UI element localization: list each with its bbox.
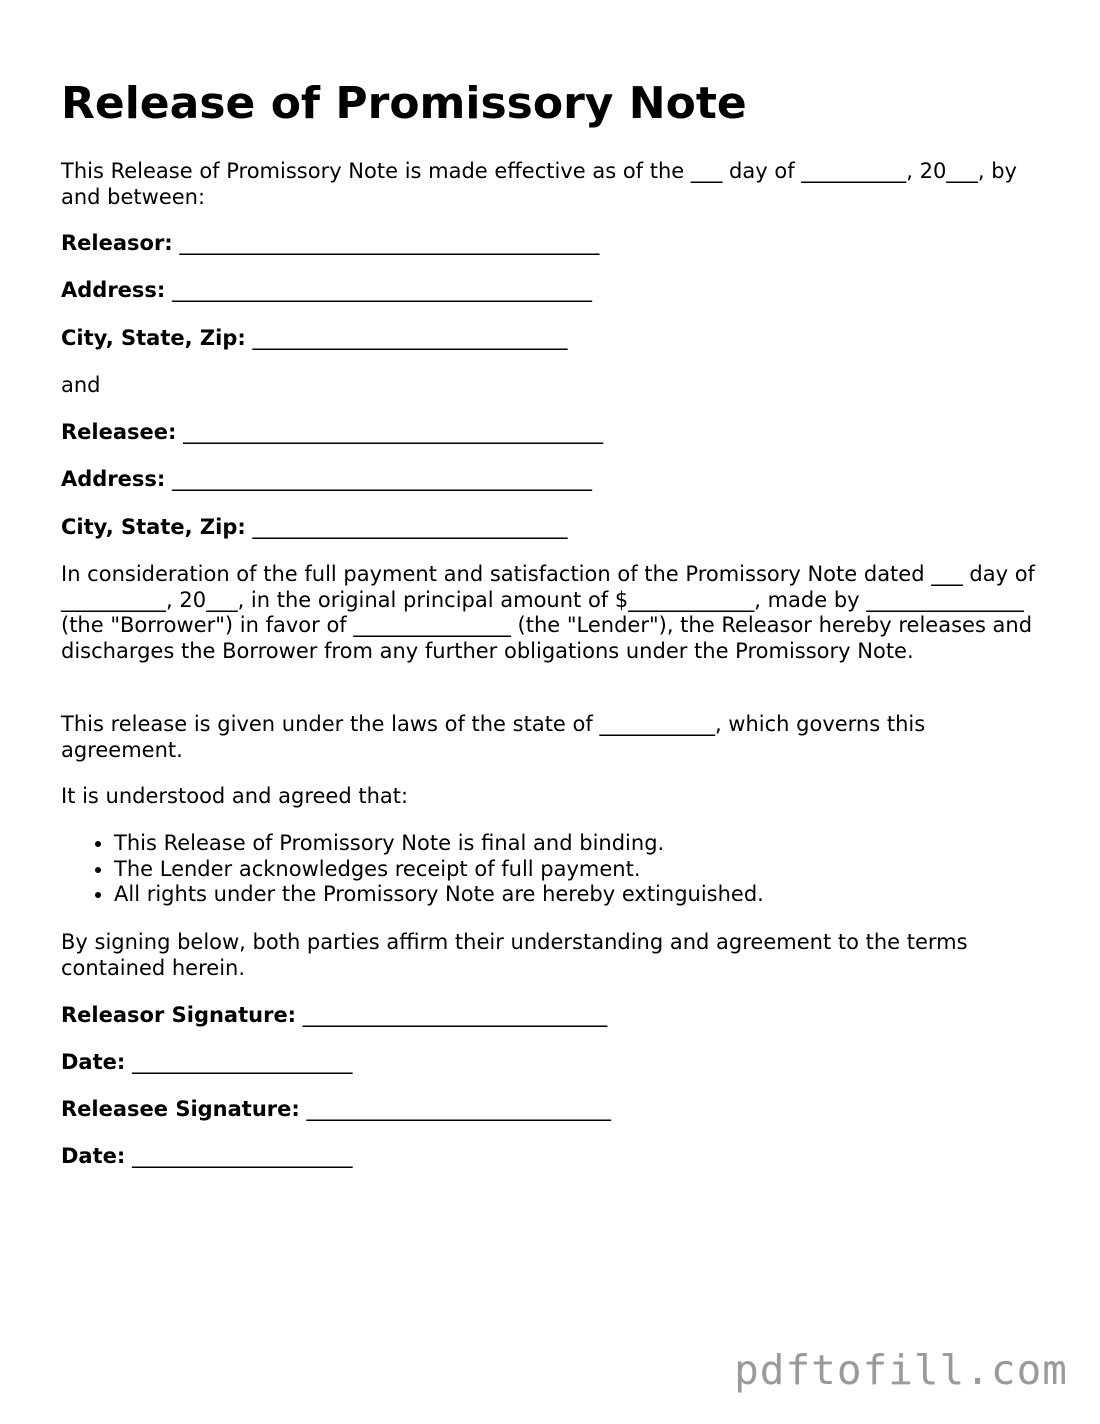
- list-item: • All rights under the Promissory Note are hereby extinguished.: [114, 882, 1051, 908]
- understood-paragraph: It is understood and agreed that:: [61, 784, 409, 808]
- releasor-address-label: Address:: [61, 278, 166, 302]
- releasee-signature-label: Releasee Signature:: [61, 1097, 300, 1121]
- releasee-name-blank[interactable]: ________________________________________: [183, 420, 604, 444]
- releasor-signature-label: Releasor Signature:: [61, 1003, 297, 1027]
- releasor-city-label: City, State, Zip:: [61, 326, 246, 350]
- and-text: and: [61, 373, 101, 397]
- list-item: • This Release of Promissory Note is final and binding.: [114, 831, 1051, 857]
- releasee-signature-blank[interactable]: _____________________________: [306, 1097, 611, 1121]
- releasor-name-field[interactable]: [61, 231, 599, 257]
- releasor-name-blank[interactable]: ________________________________________: [179, 231, 600, 255]
- consideration-paragraph: In consideration of the full payment and satisfaction of the Promissory Note dated ___ day of __________, 20___, in the original principal amount of $____________, made by _______________ (the "Borrower") in favor of _______________ (the "Lender"), the Releasor hereby releases and discharges the Borrower from any further obligations under the Promissory Note.: [61, 562, 1035, 663]
- releasor-signature-field[interactable]: [61, 1003, 607, 1029]
- releasee-city-label: City, State, Zip:: [61, 515, 246, 539]
- releasor-city-blank[interactable]: ______________________________: [252, 326, 568, 350]
- releasor-address-blank[interactable]: ________________________________________: [172, 278, 593, 302]
- document-title: Release of Promissory Note: [61, 78, 747, 129]
- releasee-city-field[interactable]: [61, 515, 567, 541]
- watermark: pdftofill.com: [734, 1346, 1068, 1394]
- terms-list: [61, 831, 1051, 908]
- releasor-date-label: Date:: [61, 1050, 126, 1074]
- governing-law-paragraph: This release is given under the laws of the state of ___________, which governs this agreement.: [61, 712, 926, 762]
- releasee-address-label: Address:: [61, 467, 166, 491]
- releasee-address-blank[interactable]: ________________________________________: [172, 467, 593, 491]
- releasor-address-field[interactable]: [61, 278, 592, 304]
- releasor-name-label: Releasor:: [61, 231, 173, 255]
- releasee-date-field[interactable]: [61, 1144, 352, 1170]
- releasee-date-blank[interactable]: _____________________: [131, 1144, 353, 1168]
- releasor-date-blank[interactable]: _____________________: [131, 1050, 353, 1074]
- intro-paragraph: This Release of Promissory Note is made effective as of the ___ day of __________, 20___, by and between:: [61, 159, 1017, 209]
- releasee-name-label: Releasee:: [61, 420, 177, 444]
- releasor-city-field[interactable]: [61, 326, 567, 352]
- list-item: • The Lender acknowledges receipt of full payment.: [114, 857, 1051, 883]
- releasee-address-field[interactable]: [61, 467, 592, 493]
- releasee-signature-field[interactable]: [61, 1097, 611, 1123]
- releasor-date-field[interactable]: [61, 1050, 352, 1076]
- releasor-signature-blank[interactable]: _____________________________: [302, 1003, 608, 1027]
- affirm-paragraph: By signing below, both parties affirm their understanding and agreement to the terms contained herein.: [61, 930, 968, 980]
- releasee-city-blank[interactable]: ______________________________: [252, 515, 568, 539]
- releasee-name-field[interactable]: [61, 420, 603, 446]
- releasee-date-label: Date:: [61, 1144, 126, 1168]
